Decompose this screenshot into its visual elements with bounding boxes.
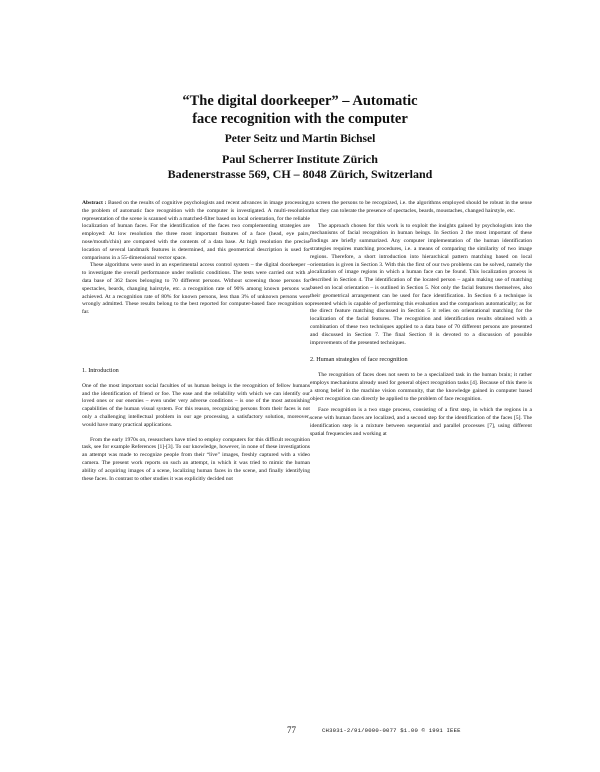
right-column — [310, 200, 532, 439]
page-number: 77 — [287, 725, 296, 735]
paper-title-line-1: “The digital doorkeeper” – Automatic — [182, 93, 418, 109]
section-2-paragraph-1: The recognition of faces does not seem to be a specialized task in the human brain; it rather employs mechanisms already used for general object recognition tasks [4]. Because of this there is a strong belief in the machine vision community, that the knowledge gained in computer based object recognition can directly be applied to the problem of face recognition. — [310, 372, 532, 402]
affiliation-line-2: Badenerstrasse 569, CH – 8048 Zürich, Switzerland — [167, 167, 433, 181]
paper-affiliation — [60, 152, 540, 182]
right-column-paragraph-0: to screen the persons to be recognized, i.e. the algorithms employed should be robust in the sense that they can tolerate the presence of spectacles, beards, moustaches, changed hairstyle, etc. — [310, 200, 532, 214]
section-1-heading: 1. Introduction — [82, 366, 119, 374]
affiliation-line-1: Paul Scherrer Institute Zürich — [222, 152, 378, 166]
abstract-paragraph-1 — [82, 200, 310, 262]
section-1-paragraph-1: One of the most important social faculties of us human beings is the recognition of fellow humans and the identification of friend or foe. The ease and the reliability with which we can identify our loved ones or our enemies – even under very adverse conditions – is one of the most astonishing capabilities of the human visual system. For this reason, recognizing persons from their faces is not only a challenging intellectual problem in our age processing, a satisfactory solution, moreover, would have many practical applications. — [82, 382, 310, 428]
paper-title — [60, 92, 540, 128]
publication-code: CH3031-2/91/0000-0077 $1.00 © 1991 IEEE — [322, 727, 461, 734]
abstract-paragraph-2: These algorithms were used in an experimental access control system – the digital doorkeeper – to investigate the overall performance under realistic conditions. The tests were carried out with a data base of 362 faces belonging to 70 different persons. Without screening those persons for spectacles, beards, changing hairstyle, etc. a recognition rate of 90% among known persons was achieved. At a recognition rate of 80% for known persons, less than 3% of unknown persons were wrongly admitted. These results belong to the best reported for computer-based face recognition so far. — [82, 262, 310, 316]
paper-title-line-2: face recognition with the computer — [192, 111, 408, 127]
section-2-paragraph-2: Face recognition is a two stage process, consisting of a first step, in which the regions in a scene with human faces are localized, and a second step for the identification of the faces [5]. The identification step is a mixture between sequential and parallel processes [7], using different spatial frequencies and working at — [310, 407, 532, 437]
right-column-paragraph-1: The approach chosen for this work is to exploit the insights gained by psychologists into the mechanisms of facial recognition in human beings. In Section 2 the most important of these findings are briefly summarized. Any computer implementation of the human identification strategies requires matching procedures, i.e. a means of comparing the similarity of two image regions. Therefore, a short introduction into hierarchical pattern matching based on local orientation is given in Section 3. With this the first of our two problems can be solved, namely the localization of image regions in which a human face can be found. This localization process is described in Section 4. The identification of the located person – again making use of matching based on local orientation – is outlined in Section 5. Not only the facial features themselves, also their geometrical arrangement can be used for face identification. In Section 6 a technique is presented which is capable of performing this evaluation and the comparison automatically; as for the direct feature matching discussed in Section 5 it relies on orientational matching for the localization of the facial features. The recognition and identification results obtained with a combination of these two techniques applied to a data base of 70 different persons are presented and discussed in Section 7. The final Section 8 is devoted to a discussion of possible improvements of the presented techniques. — [310, 222, 532, 346]
left-column — [82, 200, 310, 483]
section-2-heading: 2. Human strategies of face recognition — [310, 356, 408, 364]
abstract-text: Based on the results of cognitive psychologists and recent advances in image processing, the problem of automatic face recognition with the computer is investigated. A multi-resolution representation of the scene is scanned with a matched-filter based on local orientation, for the reliable localization of human faces. For the identification of the faces two complementing strategies are employed: At low resolution the three most important features of a face (head, eye pairs, nose/mouth/chin) are compared with the contents of a data base. At high resolution the precise location of several landmark features is determined, and this geometrical description is used for comparisons in a 55-dimensional vector space. — [82, 200, 310, 261]
paper-authors: Peter Seitz und Martin Bichsel — [224, 133, 376, 145]
abstract-label: Abstract : — [82, 200, 107, 206]
section-1-paragraph-2: From the early 1970s on, researchers have tried to employ computers for this difficult recognition task, see for example References [1]-[3]. To our knowledge, however, in none of these investigations an attempt was made to recognize people from their “live” images, freshly captured with a video camera. The present work reports on such an attempt, in which it was tried to mimic the human ability of acquiring images of a scene, localizing human faces in the scene, and finally identifying these faces. In contrast to other studies it was explicitly decided not — [82, 436, 310, 482]
